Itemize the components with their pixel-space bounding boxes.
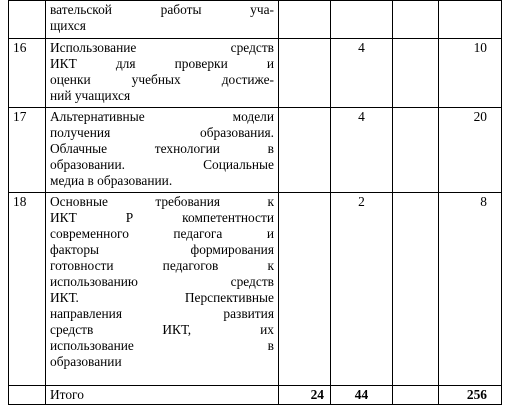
topic-line: готовности педагогов к bbox=[50, 258, 274, 273]
topic-line: использованию средств bbox=[50, 274, 274, 289]
hours-cell-c bbox=[393, 1, 439, 39]
topic-line: медиа в образовании. bbox=[50, 173, 173, 188]
hours-cell-a bbox=[279, 108, 331, 193]
topic-line: факторы формирования bbox=[50, 242, 274, 257]
hours-cell-b: 2 bbox=[331, 193, 393, 386]
topic-cell bbox=[46, 1, 279, 39]
topic-cell bbox=[46, 193, 279, 386]
hours-cell-a bbox=[279, 193, 331, 386]
row-number bbox=[9, 1, 46, 39]
topic-line: щихся bbox=[50, 18, 86, 33]
hours-cell-c bbox=[393, 39, 439, 108]
row-number: 17 bbox=[9, 108, 46, 193]
total-cell-a: 24 bbox=[279, 386, 331, 405]
topic-line: использование в bbox=[50, 338, 274, 353]
hours-cell-a bbox=[279, 1, 331, 39]
hours-cell-a bbox=[279, 39, 331, 108]
topic-line: Использование средств bbox=[50, 40, 274, 55]
hours-cell-b: 4 bbox=[331, 108, 393, 193]
hours-cell-b: 4 bbox=[331, 39, 393, 108]
row-number: 18 bbox=[9, 193, 46, 386]
table-row bbox=[9, 108, 502, 193]
topic-line: ИКТ. Перспективные bbox=[50, 290, 274, 305]
hours-cell-d bbox=[439, 1, 502, 39]
topic-line: современного педагога и bbox=[50, 226, 274, 241]
hours-cell-b bbox=[331, 1, 393, 39]
topic-line: оценки учебных достиже- bbox=[50, 72, 274, 87]
hours-cell-c bbox=[393, 193, 439, 386]
topic-line: Основные требования к bbox=[50, 194, 274, 209]
table-row bbox=[9, 1, 502, 39]
topic-line: образовании. Социальные bbox=[50, 157, 274, 172]
topic-cell bbox=[46, 39, 279, 108]
topic-line: Альтернативные модели bbox=[50, 109, 274, 124]
hours-cell-d: 8 bbox=[439, 193, 502, 386]
curriculum-table bbox=[8, 0, 502, 405]
topic-line: образовании bbox=[50, 354, 122, 369]
hours-cell-d: 20 bbox=[439, 108, 502, 193]
topic-line: получения образования. bbox=[50, 125, 274, 140]
topic-line: Облачные технологии в bbox=[50, 141, 274, 156]
topic-line: средств ИКТ, их bbox=[50, 322, 274, 337]
topic-line: ИКТ Р компетентности bbox=[50, 210, 274, 225]
topic-cell bbox=[46, 108, 279, 193]
total-cell-b: 44 bbox=[331, 386, 393, 405]
total-cell-d: 256 bbox=[439, 386, 502, 405]
topic-line: ИКТ для проверки и bbox=[50, 56, 274, 71]
topic-line: вательской работы уча- bbox=[50, 2, 274, 17]
hours-cell-c bbox=[393, 108, 439, 193]
hours-cell-d: 10 bbox=[439, 39, 502, 108]
table-row bbox=[9, 193, 502, 386]
topic-line: ний учащихся bbox=[50, 88, 131, 103]
row-number: 16 bbox=[9, 39, 46, 108]
table-row bbox=[9, 39, 502, 108]
topic-line: направления развития bbox=[50, 306, 274, 321]
total-label: Итого bbox=[46, 386, 279, 405]
